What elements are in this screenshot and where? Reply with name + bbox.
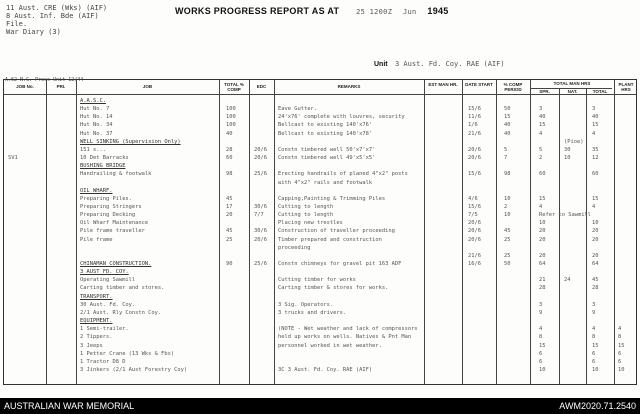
column-header: DATE START xyxy=(465,82,493,87)
cell-total: 100 xyxy=(226,114,236,121)
cell-job: 151 s... xyxy=(80,146,106,153)
cell-tot: 15 xyxy=(592,195,599,202)
column-divider xyxy=(614,80,615,384)
cell-rem: Bellcast to existing 140'x78' xyxy=(278,130,373,137)
column-header: TOTAL MAN HRS xyxy=(553,81,591,86)
cell-total: 20 xyxy=(226,212,233,219)
cell-job: Hut No. 14 xyxy=(80,114,113,121)
report-date-day: 25 1200Z xyxy=(356,8,393,16)
cell-spr: 4 xyxy=(539,130,543,137)
cell-date: 4/6 xyxy=(468,195,478,202)
cell-spr: 4 xyxy=(539,326,543,333)
cell-spr: 6 xyxy=(539,358,543,365)
cell-spr: 20 xyxy=(539,252,546,259)
cell-rem: held up works on wells. Natives & Pnt Man xyxy=(278,334,412,341)
cell-spr: 5 xyxy=(539,146,543,153)
cell-spr: 21 xyxy=(539,277,546,284)
cell-edc: 30/6 xyxy=(254,203,267,210)
cell-total: 98 xyxy=(226,171,233,178)
cell-date: 20/6 xyxy=(468,228,481,235)
unit-value: 3 Aust. Fd. Coy. RAE (AIF) xyxy=(395,60,505,68)
cell-edc: 7/7 xyxy=(254,212,264,219)
cell-rem: Cutting to length xyxy=(278,212,334,219)
cell-edc: 20/6 xyxy=(254,236,267,243)
cell-tot: 9 xyxy=(592,309,596,316)
cell-spr: 10 xyxy=(539,366,546,373)
cell-tot: 12 xyxy=(592,155,599,162)
cell-job: 3 AUST FD. COY. xyxy=(80,269,129,276)
cell-rem: 3 Sig. Operators. xyxy=(278,301,334,308)
cell-tot: 4 xyxy=(592,130,596,137)
cell-edc: 25/6 xyxy=(254,261,267,267)
column-divider xyxy=(496,80,497,384)
cell-plant: 8 xyxy=(618,334,622,341)
cell-nat: 30 xyxy=(564,146,571,153)
cell-total: 25 xyxy=(226,236,233,243)
cell-tot: 10 xyxy=(592,220,599,227)
reference-line: War Diary (3) xyxy=(6,28,61,36)
cell-spr: 20 xyxy=(539,236,546,243)
cell-total: 60 xyxy=(226,155,233,162)
cell-job: 1 Semi-trailer. xyxy=(80,326,129,333)
cell-date: 15/6 xyxy=(468,106,481,113)
cell-date: 20/6 xyxy=(468,146,481,153)
cell-tot: 20 xyxy=(592,252,599,259)
cell-rem: personnel worked in wet weather. xyxy=(278,342,382,349)
cell-rem: Constn timbered well 49'x5'x5' xyxy=(278,155,376,162)
cell-tot: 60 xyxy=(592,171,599,178)
cell-nat: 24 xyxy=(564,277,571,284)
reference-line: 8 Aust. Inf. Bde (AIF) xyxy=(6,12,99,20)
cell-jobno: SV1 xyxy=(8,155,18,162)
column-header: JOB No. xyxy=(16,84,34,89)
cell-spr: 20 xyxy=(539,228,546,235)
column-header: TOTAL % COMP xyxy=(224,82,244,92)
cell-date: 20/6 xyxy=(468,236,481,243)
cell-rem: proceeding xyxy=(278,244,311,251)
cell-rem: Construction of traveller proceeding xyxy=(278,228,395,235)
cell-job: 1 Petter Crane (13 Wks & Fbs) xyxy=(80,350,175,357)
cell-job: 10 Det Barracks xyxy=(80,155,129,162)
cell-job: Pile frame traveller xyxy=(80,228,145,235)
cell-period: 5 xyxy=(504,146,508,153)
cell-date: 1/6 xyxy=(468,122,478,129)
cell-job: WELL SINKING (Supervision Only) xyxy=(80,138,181,145)
column-divider xyxy=(249,80,250,384)
column-divider xyxy=(586,88,587,384)
cell-tot: 15 xyxy=(592,122,599,129)
cell-tot: 20 xyxy=(592,236,599,243)
footer-source: AUSTRALIAN WAR MEMORIAL xyxy=(4,401,135,411)
cell-job: Carting timber and stores. xyxy=(80,285,165,292)
column-divider xyxy=(274,80,275,384)
cell-plant: 15 xyxy=(618,342,625,349)
cell-job: A.A.S.C. xyxy=(80,98,106,104)
cell-plant: 4 xyxy=(618,326,622,333)
cell-job: 1 Tractor D8 D xyxy=(80,358,126,365)
cell-period: 40 xyxy=(504,122,511,129)
footer-bar xyxy=(0,398,640,414)
cell-period: 25 xyxy=(504,236,511,243)
cell-job: Preparing Decking xyxy=(80,212,136,219)
cell-job: BUSHING BRIDGE xyxy=(80,163,126,170)
cell-job: 3 Jeeps xyxy=(80,342,103,349)
cell-edc: 20/6 xyxy=(254,146,267,153)
cell-job: Hut No. 34 xyxy=(80,122,113,129)
reference-line: File. xyxy=(6,20,28,28)
cell-date: 15/6 xyxy=(468,171,481,178)
cell-plant: 6 xyxy=(618,350,622,357)
cell-tot: 8 xyxy=(592,334,596,341)
cell-tot: 64 xyxy=(592,261,599,267)
cell-spr: 15 xyxy=(539,342,546,349)
cell-nat: (Pioe) xyxy=(564,138,584,145)
cell-period: 50 xyxy=(504,261,511,267)
cell-tot: 15 xyxy=(592,342,599,349)
cell-tot: 28 xyxy=(592,285,599,292)
cell-rem: Bellcast to existing 140'x76' xyxy=(278,122,373,129)
cell-job: TRANSPORT. xyxy=(80,293,113,300)
cell-job: Oil Wharf Maintenance xyxy=(80,220,149,227)
cell-spr: 40 xyxy=(539,114,546,121)
cell-spr: 4 xyxy=(539,203,543,210)
cell-rem: Timber prepared and construction xyxy=(278,236,382,243)
cell-rem: Cutting timber for works xyxy=(278,277,356,284)
column-header: REMARKS xyxy=(337,84,361,89)
cell-job: Hut No. 7 xyxy=(80,106,110,113)
header-divider xyxy=(4,94,636,95)
cell-tot: 35 xyxy=(592,146,599,153)
cell-spr: 10 xyxy=(539,220,546,227)
cell-tot: 20 xyxy=(592,228,599,235)
column-header: NAT. xyxy=(567,89,578,94)
cell-rem: Cutting to length xyxy=(278,203,334,210)
cell-job: EQUIPMENT. xyxy=(80,318,113,325)
cell-rem: Carting timber & stores for works. xyxy=(278,285,389,292)
cell-job: Handrailing & footwalk xyxy=(80,171,152,178)
cell-edc: 30/6 xyxy=(254,228,267,235)
cell-date: 20/6 xyxy=(468,155,481,162)
cell-plant: 10 xyxy=(618,366,625,373)
column-header: TOTAL xyxy=(592,89,608,94)
cell-tot: 6 xyxy=(592,358,596,365)
cell-job: 2 Tippers. xyxy=(80,334,113,341)
cell-rem: Constn chimneys for gravel pit 163 ADF xyxy=(278,261,402,267)
cell-tot: 40 xyxy=(592,114,599,121)
cell-date: 20/6 xyxy=(468,220,481,227)
cell-nat: 10 xyxy=(564,155,571,162)
cell-job: Preparing Stringers xyxy=(80,203,142,210)
cell-total: 90 xyxy=(226,261,233,267)
cell-date: 16/6 xyxy=(468,261,481,267)
cell-edc: 20/6 xyxy=(254,155,267,162)
cell-spr: 15 xyxy=(539,195,546,202)
cell-tot: 4 xyxy=(592,203,596,210)
cell-job: CHINAMAN CONSTRUCTION. xyxy=(80,261,152,267)
column-divider xyxy=(46,80,47,384)
title-text: WORKS PROGRESS REPORT AS AT xyxy=(175,6,340,16)
cell-rem: Constn timbered well 50'x7'x7' xyxy=(278,146,376,153)
cell-spr: 2 xyxy=(539,155,543,162)
cell-date: 15/6 xyxy=(468,203,481,210)
cell-tot: 45 xyxy=(592,277,599,284)
cell-tot: 10 xyxy=(592,366,599,373)
cell-period: 10 xyxy=(504,195,511,202)
cell-rem: Eave Gutter. xyxy=(278,106,317,113)
column-divider xyxy=(219,80,220,384)
column-header: EST MAN HR. xyxy=(428,82,458,87)
cell-tot: 3 xyxy=(592,106,596,113)
column-header: PRI. xyxy=(56,84,66,89)
cell-job: 3 Jinkers (2/1 Aust Forestry Coy) xyxy=(80,366,188,373)
column-divider xyxy=(76,80,77,384)
cell-period: 45 xyxy=(504,228,511,235)
cell-rem: 3 trucks and drivers. xyxy=(278,309,347,316)
report-date-year: 1945 xyxy=(427,6,449,16)
report-date-month: Jun xyxy=(403,8,417,16)
column-header: PLANT HRS xyxy=(618,82,634,92)
cell-period: 10 xyxy=(504,212,511,219)
cell-spr: Refer to Sawmill xyxy=(539,212,591,219)
report-table xyxy=(3,79,637,385)
cell-rem: 3C 3 Aust. Fd. Coy. RAE (AIF) xyxy=(278,366,373,373)
cell-rem: 24'x76' complete with louvres, security xyxy=(278,114,405,121)
cell-plant: 6 xyxy=(618,358,622,365)
cell-total: 45 xyxy=(226,228,233,235)
cell-total: 17 xyxy=(226,203,233,210)
cell-spr: 15 xyxy=(539,122,546,129)
column-divider xyxy=(530,80,531,384)
cell-tot: 6 xyxy=(592,350,596,357)
column-divider xyxy=(424,80,425,384)
footer-id: AWM2020.71.2540 xyxy=(559,401,636,411)
cell-period: 15 xyxy=(504,114,511,121)
cell-period: 25 xyxy=(504,252,511,259)
cell-date: 7/5 xyxy=(468,212,478,219)
cell-period: 7 xyxy=(504,155,508,162)
cell-spr: 3 xyxy=(539,106,543,113)
cell-job: Pile frame xyxy=(80,236,113,243)
cell-total: 28 xyxy=(226,146,233,153)
cell-date: 11/6 xyxy=(468,114,481,121)
cell-date: 21/6 xyxy=(468,252,481,259)
reference-line: 11 Aust. CRE (Wks) (AIF) xyxy=(6,4,108,12)
cell-total: 100 xyxy=(226,122,236,129)
cell-total: 40 xyxy=(226,130,233,137)
cell-tot: 4 xyxy=(592,326,596,333)
cell-job: OIL WHARF. xyxy=(80,187,113,194)
column-header: % COMP PERIOD xyxy=(503,82,523,92)
cell-spr: 6 xyxy=(539,350,543,357)
cell-rem: (NOTE - Wet weather and lack of compressors xyxy=(278,326,418,333)
cell-spr: 60 xyxy=(539,171,546,178)
cell-spr: 9 xyxy=(539,309,543,316)
cell-period: 2 xyxy=(504,203,508,210)
cell-total: 100 xyxy=(226,106,236,113)
column-divider xyxy=(462,80,463,384)
cell-spr: 28 xyxy=(539,285,546,292)
cell-spr: 64 xyxy=(539,261,546,267)
cell-period: 40 xyxy=(504,130,511,137)
report-title xyxy=(175,6,449,16)
cell-total: 45 xyxy=(226,195,233,202)
cell-rem: Capping,Painting & Trimming Piles xyxy=(278,195,386,202)
cell-spr: 8 xyxy=(539,334,543,341)
cell-edc: 25/6 xyxy=(254,171,267,178)
cell-rem: with 4"x2" rails and footwalk xyxy=(278,179,373,186)
column-header: EDC xyxy=(256,84,267,89)
cell-spr: 3 xyxy=(539,301,543,308)
column-header: SPR. xyxy=(539,89,550,94)
cell-rem: Erecting handrails of planed 4"x2" posts xyxy=(278,171,408,178)
cell-job: Operating Sawmill xyxy=(80,277,136,284)
cell-job: Hut No. 37 xyxy=(80,130,113,137)
cell-period: 50 xyxy=(504,106,511,113)
cell-period: 98 xyxy=(504,171,511,178)
cell-tot: 3 xyxy=(592,301,596,308)
cell-job: 2/1 Aust. Rly Constn Coy. xyxy=(80,309,162,316)
unit-label: Unit xyxy=(374,61,388,68)
column-divider xyxy=(559,88,560,384)
cell-rem: Placing new trestles xyxy=(278,220,343,227)
cell-job: 30 Aust. Fd. Coy. xyxy=(80,301,136,308)
cell-date: 21/6 xyxy=(468,130,481,137)
column-header: JOB xyxy=(142,84,153,89)
form-note: A.62—N.G. Press Unit—12/44 xyxy=(5,77,84,83)
cell-job: Preparing Piles. xyxy=(80,195,132,202)
